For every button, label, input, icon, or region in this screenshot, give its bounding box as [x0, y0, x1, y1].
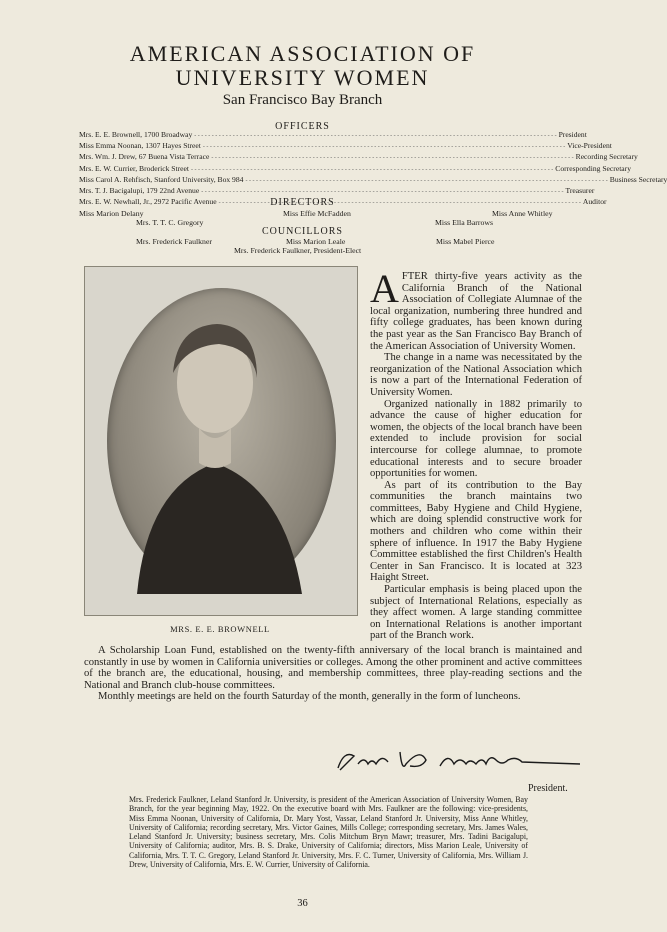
officer-name: Mrs. T. J. Bacigalupi, 179 22nd Avenue — [79, 186, 200, 196]
article-paragraph: As part of its contribution to the Bay communities the branch maintains two committees, Baby Hygiene and Child Hygiene, which are doing splendid constructive work for mothers and children who come within their sphere of influence. In 1917 the Baby Hygiene Committee established the first Children's Health Center in San Francisco. It is located at 323 Haight Street. — [370, 479, 582, 584]
officer-row — [79, 174, 667, 186]
councillor-name: Miss Mabel Pierce — [436, 237, 495, 246]
officer-row — [79, 163, 632, 175]
councillor-name: Miss Marion Leale — [286, 237, 346, 246]
councillor-name: Mrs. Frederick Faulkner, President-Elect — [234, 246, 362, 255]
officer-role: Treasurer — [565, 186, 595, 196]
officer-role: Business Secretary — [609, 174, 667, 184]
officer-row — [79, 186, 595, 197]
portrait-oval — [107, 288, 336, 594]
officer-row — [79, 130, 587, 141]
article-full-width — [84, 645, 582, 703]
article-paragraph-start: Particular emphasis is being placed upon the subject of International Relations, especially as they affect women. A large standing committee on International Relations is another important part of the Branch work. — [370, 584, 582, 642]
portrait-figure — [107, 288, 336, 594]
director-name: Miss Ella Barrows — [435, 218, 494, 227]
footnote: Mrs. Frederick Faulkner, Leland Stanford Jr. University, is president of the American Association of University Women, Bay Branch, for the year beginning May, 1922. On the executive board with Mrs. Faulkner are the following: vice-presidents, Miss Emma Noonan, University of California, Dr. Mary Yost, Vassar, Leland Stanford Jr. University, Miss Anne Whitley, University of California; recording secretary, Mrs. Victor Gaines, Mills College; corresponding secretary, Mrs. James Wales, Leland Stanford Jr. University; business secretary, Mrs. Colis Mitchum Bryn Mawr; treasurer, Mrs. Tadini Bacigalupi, University of California; auditor, Mrs. B. S. Drake, University of California; directors, Miss Marion Leale, University of California, Mrs. T. T. C. Gregory, Leland Stanford Jr. University, Mrs. F. C. Turner, University of California, Mrs. William J. Drew, University of California, Mrs. E. W. Currier, University of California. — [129, 795, 528, 870]
page-subtitle: San Francisco Bay Branch — [222, 92, 383, 108]
officer-role: President — [558, 130, 587, 139]
article-paragraph — [370, 266, 582, 352]
director-name: Miss Anne Whitley — [492, 209, 553, 218]
drop-cap: A — [370, 266, 399, 311]
officer-name: Mrs. Wm. J. Drew, 67 Buena Vista Terrace — [79, 152, 210, 162]
article-paragraph: Organized nationally in 1882 primarily to advance the cause of higher education for women, the objects of the local branch have been extended to include provision for social intercourse for college alumnae, to promote educational interests and to secure broader opportunities for women. — [370, 398, 582, 480]
officer-row — [79, 152, 638, 163]
article-paragraph: The change in a name was necessitated by the reorganization of the National Association which is now a part of the International Federation of University Women. — [370, 352, 582, 398]
signature-title: President. — [528, 783, 568, 794]
portrait-photo — [84, 266, 358, 616]
officer-name: Mrs. E. W. Newhall, Jr., 2972 Pacific Avenue — [79, 197, 217, 207]
page-number: 36 — [297, 898, 308, 909]
directors-heading: DIRECTORS — [270, 197, 335, 208]
officer-role: Vice-President — [567, 141, 612, 151]
page-title-line-1: AMERICAN ASSOCIATION OF — [129, 41, 476, 66]
page-title-line-2: UNIVERSITY WOMEN — [175, 65, 430, 90]
article-paragraph: Monthly meetings are held on the fourth Saturday of the month, generally in the form of luncheons. — [98, 691, 521, 703]
officer-name: Miss Carol A. Rehfisch, Stanford University, Box 984 — [79, 174, 244, 184]
councillors-heading: COUNCILLORS — [261, 226, 343, 237]
director-name: Miss Effie McFadden — [283, 209, 351, 218]
officers-heading: OFFICERS — [275, 121, 330, 132]
photo-caption: MRS. E. E. BROWNELL — [170, 624, 270, 634]
officer-role: Auditor — [582, 197, 607, 207]
officer-name: Mrs. E. E. Brownell, 1700 Broadway — [79, 130, 193, 139]
officer-role: Recording Secretary — [575, 152, 638, 162]
signature-image — [330, 742, 580, 778]
article-paragraph: A Scholarship Loan Fund, established on the twenty-fifth anniversary of the local branch is maintained and constantly in use by women in California universities or colleges. Among the other prominent and active committees of the branch are, the educational, housing, and membership committees, three play-reading sections and the National and Branch club-house committees. — [84, 645, 582, 691]
officer-name: Miss Emma Noonan, 1307 Hayes Street — [79, 141, 201, 151]
officer-role: Corresponding Secretary — [555, 163, 632, 173]
paragraph-text: FTER thirty-five years activity as the California Branch of the National Association of Collegiate Alumnae of the local organization, numbering three hundred and fifty college graduates, has been known during the past year as the San Francisco Bay Branch of the American Association of University Women. — [370, 271, 582, 352]
officer-name: Mrs. E. W. Currier, Broderick Street — [79, 163, 189, 173]
director-name: Mrs. T. T. C. Gregory — [136, 218, 204, 227]
director-name: Miss Marion Delany — [79, 209, 144, 218]
article-column — [370, 266, 582, 642]
officer-row — [79, 141, 612, 152]
councillor-name: Mrs. Frederick Faulkner — [136, 237, 213, 246]
